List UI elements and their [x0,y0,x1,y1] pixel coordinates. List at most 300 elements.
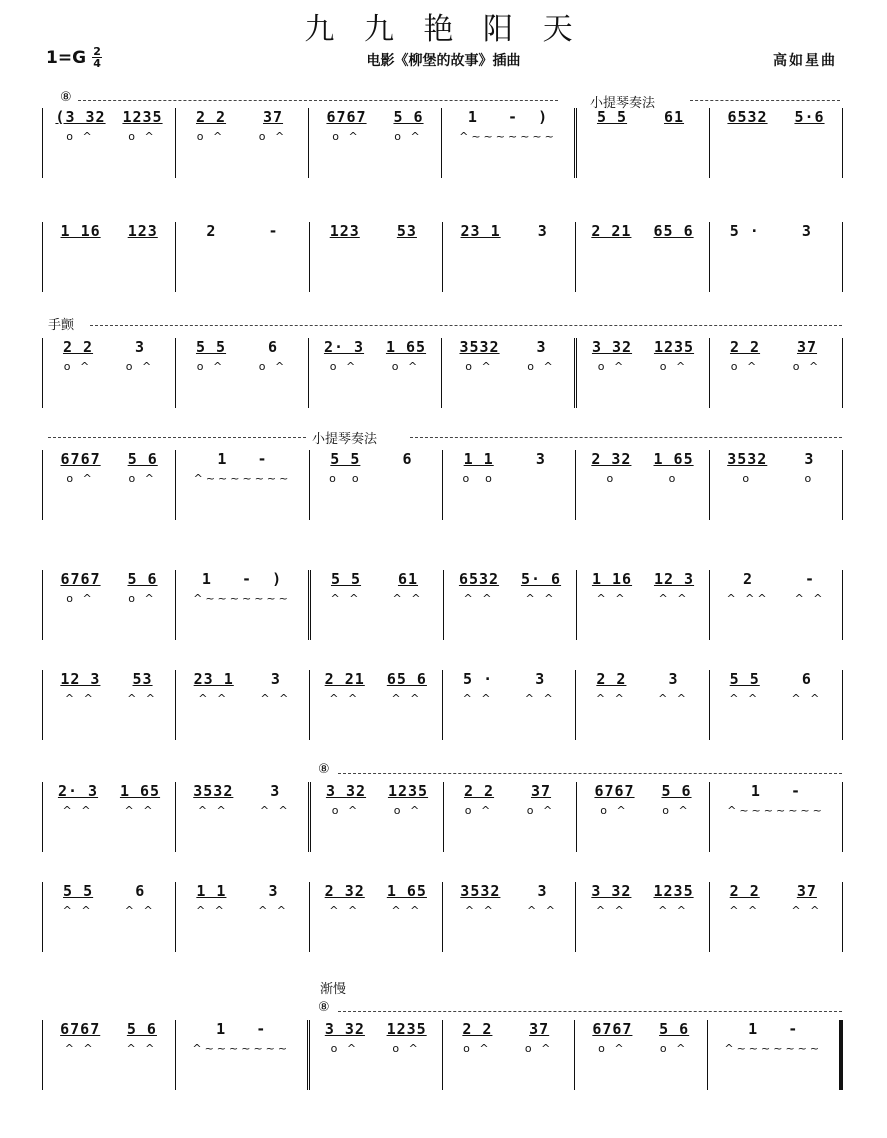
score-system [42,782,842,852]
beat [794,108,824,130]
note-group: 3 [270,782,281,800]
beat [729,670,760,705]
beat [792,338,822,373]
dash-line [48,437,306,438]
measure [311,782,444,852]
beat [325,670,365,705]
note-group: 1 - [750,782,802,800]
beat [60,670,100,705]
beat [794,450,824,485]
beat [122,108,162,143]
note-group: 5 6 [661,782,692,800]
measure [577,782,710,852]
bowing-mark: ^ ^ [391,692,423,705]
beat [55,108,105,143]
beat [654,338,694,373]
beat [653,882,693,917]
measure [443,1020,576,1090]
beat [393,450,423,472]
note-group: 5 6 [127,450,158,468]
bowing-mark: ^ ^ [124,904,156,917]
beat [193,570,291,605]
note-group: 5 5 [330,570,362,588]
measure [443,670,576,740]
note-group: 2 2 [729,882,760,900]
measure [310,222,443,292]
bowing-mark: o ^ [66,592,95,605]
note-group: 2 2 [62,338,94,356]
bowing-mark: o [742,472,753,485]
beat [258,108,288,143]
bowing-mark: ^~~~~~~~ [192,1042,291,1055]
beat [462,450,494,485]
note-group: 5 6 [127,570,158,588]
beat [526,450,556,472]
bowing-mark: ^ ^ [527,904,558,917]
measure [710,338,843,408]
measure [576,670,709,740]
bowing-mark: o ^ [392,1042,421,1055]
note-group: 123 [127,222,158,240]
measure [176,570,311,640]
beat [463,670,494,705]
beat [196,338,226,373]
note-group: 2 [206,222,217,240]
measure [577,108,710,178]
note-group: 61 [663,108,685,126]
bowing-mark: o ^ [597,360,627,373]
bowing-mark: o o [462,472,495,485]
note-group: 5 5 [330,450,361,468]
note-group: 3 32 [591,882,632,900]
violin-technique-label: 小提琴奏法 [590,96,656,111]
time-bottom: 4 [93,57,101,70]
measure-row [42,450,843,520]
beat [387,1020,427,1055]
note-group: 37 [796,338,818,356]
note-group: - [805,570,816,588]
beat [58,782,98,817]
note-group: 2 32 [591,450,632,468]
beat [727,108,767,130]
bowing-mark: ^ ^ [126,1042,158,1055]
measure-row [42,1020,843,1090]
bowing-mark: ^ ^ [64,1042,96,1055]
beat [724,1020,822,1055]
note-group: 3 [535,670,546,688]
beat [63,338,93,373]
beat [654,570,694,605]
bowing-mark: ^ ^ [259,804,291,817]
bowing-mark: o ^ [391,360,421,373]
measure [176,782,311,852]
beat [791,882,822,917]
beat [326,108,366,143]
measure [176,670,309,740]
bowing-mark: o ^ [128,130,157,143]
measure [176,1020,311,1090]
bowing-mark: o ^ [258,130,288,143]
beat [60,570,100,605]
measure [443,450,576,520]
note-group: 6532 [727,108,768,126]
note-group: 6 [402,450,413,468]
note-group: 12 3 [653,570,695,588]
beat [729,882,760,917]
bowing-mark: ^ ^ [124,804,156,817]
note-group: 2 2 [596,670,627,688]
bowing-mark: o ^ [329,360,359,373]
measure [43,782,176,852]
beat [464,782,494,817]
song-title: 九 九 艳 阳 天 [304,12,583,47]
bowing-mark: ^ ^ [525,592,557,605]
note-group: 1 - ) [467,108,549,126]
bowing-mark: ^ ^ [198,692,230,705]
note-group: 3 [537,222,548,240]
bowing-mark: ^ ^ [64,692,96,705]
bowing-mark: o ^ [258,360,288,373]
bowing-mark: ^ ^ [595,692,627,705]
bowing-mark: ^ ^ [596,592,628,605]
measure [576,882,709,952]
bowing-mark: ^~~~~~~~ [193,592,291,605]
note-group: 5 5 [596,108,628,126]
beat [125,882,156,917]
bowing-mark: o ^ [465,360,494,373]
bowing-mark: ^ ^ [62,904,94,917]
violin-technique-label: 小提琴奏法 [312,432,378,447]
score-system [42,670,842,740]
note-group: 2 [743,570,754,588]
measure [576,450,709,520]
note-group: 123 [329,222,360,240]
beat [525,670,556,705]
measure [710,882,843,952]
note-group: 2 2 [462,1020,493,1038]
note-group: 6767 [326,108,367,126]
note-group: 37 [262,108,284,126]
note-group: 3 [268,882,279,900]
beat [386,338,426,373]
note-group: 3 [536,338,547,356]
note-group: 5·6 [794,108,825,126]
note-group: 5 6 [659,1020,690,1038]
beat [658,670,689,705]
bowing-mark: o ^ [600,804,629,817]
measure [176,882,309,952]
measure [442,338,577,408]
note-group: 2 2 [195,108,227,126]
beat [325,1020,365,1055]
note-group: 1 65 [386,882,427,900]
beat [459,570,499,605]
beat [659,108,689,130]
measure [710,222,843,292]
note-group: 1 65 [119,782,161,800]
note-group: 3 32 [325,782,367,800]
note-group: 3532 [193,782,234,800]
beat [727,782,825,817]
bowing-mark: ^ ^ [791,692,823,705]
repeat-mark: ⑧ [60,90,72,105]
key-label: 1=G [46,47,87,68]
measure-row [42,338,843,408]
dash-line [78,100,558,101]
bowing-mark: o [668,472,679,485]
note-group: 6 [135,882,146,900]
beat [653,222,693,244]
beat [126,1020,157,1055]
bowing-mark: ^~~~~~~~ [727,804,825,817]
bowing-mark: ^ ^ [524,692,556,705]
measure [577,338,710,408]
bowing-mark: o ^ [128,472,157,485]
bowing-mark: ^ ^ [595,904,627,917]
beat [459,108,557,143]
measure [43,108,176,178]
bowing-mark: ^ ^ [791,904,823,917]
note-group: 3 [537,882,548,900]
slow-down-label: 渐慢 [320,982,347,997]
beat [596,670,627,705]
measure [443,882,576,952]
note-group: 1 - [217,450,268,468]
note-group: 12 3 [60,670,101,688]
beat [63,882,94,917]
note-group: 1235 [653,882,694,900]
measure [176,222,309,292]
note-group: 3 [270,670,281,688]
beat [459,338,499,373]
note-group: 6 [801,670,812,688]
beat [324,338,364,373]
measure-row [42,782,843,852]
beat [726,570,769,605]
beat [792,222,822,244]
note-group: 2 2 [729,338,761,356]
beat [196,108,226,143]
note-group: 5 5 [729,670,760,688]
bowing-mark: ^ ^ [658,592,690,605]
note-group: 2· 3 [323,338,365,356]
bowing-mark: o ^ [659,360,689,373]
bowing-mark: ^~~~~~~~ [459,130,557,143]
measure [43,450,176,520]
measure [442,108,577,178]
note-group: 2 21 [324,670,365,688]
bowing-mark: o ^ [524,1042,554,1055]
dash-line [90,325,842,326]
bowing-mark: o ^ [331,804,361,817]
bowing-mark: o ^ [394,130,423,143]
beat [388,782,428,817]
measure-row [42,108,843,178]
beat [128,222,158,244]
note-group: 1235 [387,782,429,800]
bowing-mark: o ^ [66,130,95,143]
bowing-mark: ^ ^ [464,904,496,917]
beat [127,570,157,605]
note-group: 5 6 [126,1020,157,1038]
score-system [42,570,842,640]
beat [193,782,233,817]
bowing-mark: o ^ [659,1042,689,1055]
measure [710,670,843,740]
beat [460,882,500,917]
beat [592,338,632,373]
beat [326,782,366,817]
beat [592,570,632,605]
bowing-mark: o ^ [393,804,423,817]
measure [575,1020,708,1090]
note-group: 6767 [594,782,635,800]
beat [194,670,234,705]
note-group: 3 [804,450,815,468]
bowing-mark: o ^ [196,360,226,373]
beat [196,222,226,244]
note-group: 2 2 [463,782,495,800]
note-group: 3 32 [324,1020,365,1038]
beat [661,782,691,817]
measure [311,570,444,640]
bowing-mark: ^ ^^ [726,592,770,605]
measure [444,782,577,852]
beat [727,450,767,485]
bowing-mark: o ^ [526,804,556,817]
beat [730,338,760,373]
measure [310,1020,443,1090]
beat [591,882,631,917]
note-group: 53 [396,222,417,240]
bowing-mark: o ^ [128,592,157,605]
note-group: 3 32 [591,338,633,356]
note-group: 1235 [653,338,695,356]
note-group: 1235 [386,1020,427,1038]
beat [258,882,289,917]
bowing-mark: o ^ [330,1042,360,1055]
measure [176,338,309,408]
note-group: 6532 [458,570,500,588]
beat [192,1020,290,1055]
bowing-mark: ^ ^ [462,692,494,705]
note-group: 3 [801,222,812,240]
beat [795,570,826,605]
bowing-mark: o [804,472,815,485]
measure [310,670,443,740]
beat [61,222,101,244]
measure [309,338,442,408]
note-group: 61 [397,570,419,588]
note-group: 23 1 [193,670,234,688]
note-group: 37 [529,1020,550,1038]
note-group: 5 6 [393,108,424,126]
note-group: 5 · [463,670,494,688]
beat [592,1020,632,1055]
note-group: 5 5 [63,882,94,900]
measure [176,108,309,178]
note-group: 65 6 [653,222,694,240]
song-subtitle: 电影《柳堡的故事》插曲 [366,53,521,69]
note-group: 1 16 [591,570,633,588]
note-group: 3532 [727,450,768,468]
measure [309,108,442,178]
measure-row [42,222,843,292]
measure [444,570,577,640]
note-group: 1 1 [463,450,494,468]
measure [43,882,176,952]
note-group: 5· 6 [520,570,562,588]
note-group: 1 16 [60,222,101,240]
beat [196,882,227,917]
note-group: 1235 [122,108,163,126]
bowing-mark: ^ ^ [658,904,690,917]
note-group: - [268,222,279,240]
score-system [42,882,842,952]
bowing-mark: ^ ^ [329,692,361,705]
bowing-mark: ^ ^ [391,904,423,917]
score-system [42,338,842,408]
beat [653,450,693,485]
beat [526,782,556,817]
note-group: 3 [535,450,546,468]
dash-line [410,437,842,438]
note-group: 6 [268,338,279,356]
beat [258,338,288,373]
beat [392,222,422,244]
bowing-mark: ^ ^ [197,804,229,817]
repeat-mark: ⑧ [318,1000,330,1015]
bowing-mark: o ^ [598,1042,627,1055]
beat [330,222,360,244]
bowing-mark: o ^ [464,804,494,817]
measure [43,670,176,740]
measure [43,222,176,292]
bowing-mark: ^ ^ [62,804,94,817]
bowing-mark: o ^ [730,360,760,373]
bowing-mark: ^~~~~~~~ [724,1042,823,1055]
note-group: 53 [132,670,153,688]
note-group: 6767 [60,1020,101,1038]
beat [387,670,427,705]
beat [260,670,291,705]
note-group: 37 [530,782,552,800]
time-top: 2 [93,45,101,58]
measure [710,108,843,178]
bowing-mark: ^ ^ [127,692,158,705]
beat [528,222,558,244]
note-group: 1 65 [385,338,427,356]
beat [527,338,557,373]
beat [387,882,427,917]
measure [43,1020,176,1090]
beat [461,222,501,244]
composer: 高如星曲 [773,53,837,69]
bowing-mark: o ^ [196,130,226,143]
note-group: 6767 [60,450,101,468]
beat [260,782,291,817]
measure [443,222,576,292]
dash-line [690,100,840,101]
measure-row [42,670,843,740]
beat [462,1020,492,1055]
repeat-mark: ⑧ [318,762,330,777]
note-group: 1 - [748,1020,799,1038]
score-system [42,222,842,292]
beat [125,338,155,373]
bowing-mark: ^ ^ [258,904,290,917]
beat [128,450,158,485]
